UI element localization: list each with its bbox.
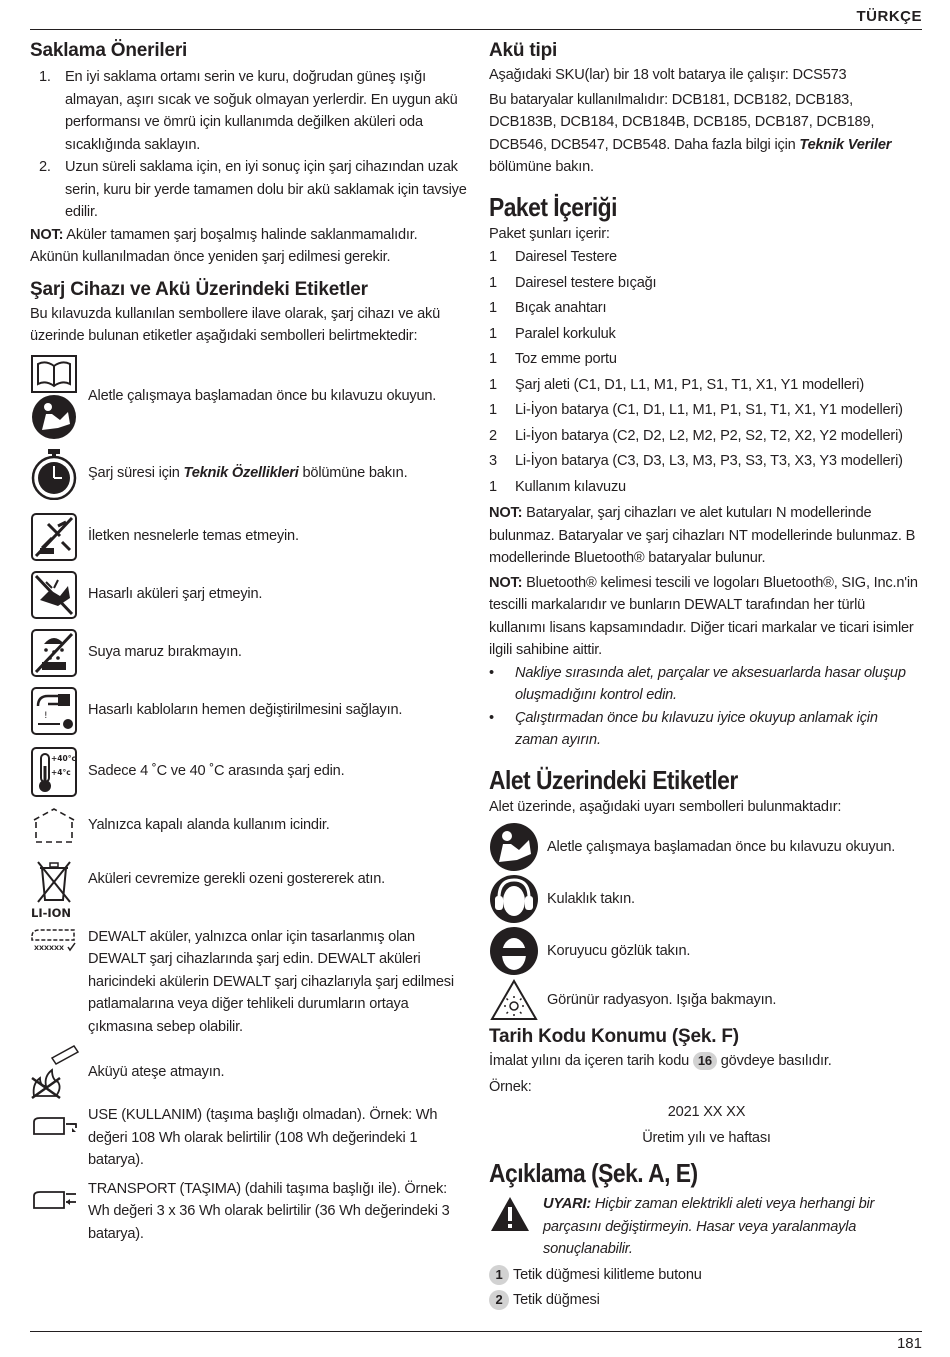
package-item (489, 449, 924, 475)
date-code-text: İmalat yılını da içeren tarih kodu 16 gövdeye basılıdır. (489, 1053, 832, 1069)
part-item: 1 Tetik düğmesi kilitleme butonu (489, 1264, 924, 1287)
package-note-2: NOT: Bluetooth® kelimesi tescili ve logoları Bluetooth®, SIG, Inc.n'in tescilli markalarıdır ve bunların DEWALT tarafından her türlü kullanımı lisans kapsamındadır. Diğer ticari markalar ve ticari isimler ilgili sahibine aittir. (489, 574, 918, 658)
package-item-qty: 3 (489, 453, 497, 469)
tool-label-eye: Koruyucu gözlük takın. (489, 926, 924, 976)
storage-list (30, 66, 468, 224)
top-divider (30, 29, 922, 30)
package-item-qty: 1 (489, 402, 497, 418)
label-no-damaged: Hasarlı aküleri şarj etmeyin. (30, 570, 468, 620)
package-item-text: Li-İyon batarya (C1, D1, L1, M1, P1, S1, T1, X1, Y1 modelleri) (515, 402, 903, 418)
package-item-text: Kullanım kılavuzu (515, 478, 626, 495)
date-code-example: 2021 XX XX (667, 1104, 746, 1120)
package-list (489, 245, 924, 500)
svg-text:+4°c: +4°c (51, 767, 71, 777)
package-item (489, 322, 924, 348)
battery-type-title: Akü tipi (489, 40, 558, 61)
package-item-qty: 1 (489, 376, 497, 393)
package-item (489, 373, 924, 399)
storage-note: NOT: Aküler tamamen şarj boşalmış halinde saklanmamalıdır. Akünün kullanılmadan önce yeniden şarj edilmesi gerekir. (30, 226, 418, 265)
crossed-bin-icon (30, 856, 88, 922)
label-charge-time: Şarj süresi için Teknik Özellikleri bölümüne bakın. (30, 448, 468, 500)
no-damaged-battery-icon (30, 570, 88, 620)
package-item-text: Bıçak anahtarı (515, 300, 607, 316)
no-fire-icon (30, 1044, 88, 1100)
package-intro: Paket şunları içerir: (489, 225, 610, 242)
label-no-water: Suya maruz bırakmayın. (30, 628, 468, 678)
package-item-text: Li-İyon batarya (C3, D3, L3, M3, P3, S3, T3, X3, Y3 modelleri) (515, 453, 903, 469)
tool-label-read-manual: Aletle çalışmaya başlamadan önce bu kılavuzu okuyun. (489, 822, 924, 872)
damaged-cord-icon (30, 686, 88, 736)
package-item-qty: 1 (489, 351, 497, 367)
eye-protection-icon (489, 926, 547, 976)
svg-text:!: ! (44, 710, 48, 721)
package-item (489, 296, 924, 322)
svg-text:XXXXXX: XXXXXX (34, 943, 65, 952)
read-manual-icon (489, 822, 547, 872)
date-code-title: Tarih Kodu Konumu (Şek. F) (489, 1026, 739, 1047)
package-item-text: Dairesel Testere (515, 249, 617, 265)
label-dewalt-only: XXXXXX DEWALT aküler, yalnızca onlar için tasarlanmış olan DEWALT şarj cihazlarında şarj edin. DEWALT aküleri haricindeki akülerin DEWALT şarj cihazlarıyla şarj edilmesi patlamalarına veya diğer tehlikeli durumların ortaya çıkmasına sebep olabilir. (30, 926, 468, 1039)
package-item-qty: 1 (489, 478, 497, 495)
thermometer-icon (30, 746, 88, 798)
battery-use-icon (30, 1104, 88, 1138)
package-item-text: Toz emme portu (515, 351, 617, 367)
part-item: 2 Tetik düğmesi (489, 1289, 924, 1312)
svg-text:LI-ION: LI-ION (31, 905, 72, 920)
package-item-qty: 2 (489, 427, 497, 444)
label-no-conductive: İletken nesnelerle temas etmeyin. (30, 512, 468, 562)
warning-block: UYARI: Hiçbir zaman elektrikli aleti veya herhangi bir parçasını değiştirmeyin. Hasar veya yaralanmayla sonuçlanabilir. (489, 1193, 924, 1261)
charger-labels-title: Şarj Cihazı ve Akü Üzerindeki Etiketler (30, 278, 368, 300)
storage-item: 1. En iyi saklama ortamı serin ve kuru, doğrudan güneş ışığı almayan, aşırı sıcak ve soğuk olmayan yerlerdir. En uygun akü performansı ve ömrü için kullanımda değilken aküleri oda sıcaklığında saklayın. (39, 69, 458, 153)
page-number: 181 (896, 1335, 922, 1352)
bottom-divider (30, 1331, 922, 1332)
package-item-qty: 1 (489, 300, 497, 316)
bullet-item: • Nakliye sırasında alet, parçalar ve aksesuarlarda hasar oluşup oluşmadığını kontrol edin. (489, 664, 906, 703)
svg-text:+40°c: +40°c (51, 753, 76, 763)
callout-badge: 16 (693, 1052, 717, 1070)
package-item (489, 245, 924, 271)
callout-badge: 1 (489, 1265, 509, 1285)
no-conductive-icon (30, 512, 88, 562)
battery-models: Bu bataryalar kullanılmalıdır: DCB181, DCB182, DCB183, DCB183B, DCB184, DCB184B, DCB185, DCB187, DCB189, DCB546, DCB547, DCB548. Daha fazla bilgi için Teknik Veriler bölümüne bakın. (489, 91, 892, 175)
label-dispose: LI-ION Aküleri cevremize gerekli ozeni gostererek atın. (30, 856, 468, 922)
tool-labels-intro: Alet üzerinde, aşağıdaki uyarı sembolleri bulunmaktadır: (489, 798, 842, 815)
package-item-qty: 1 (489, 325, 497, 342)
ear-protection-icon (489, 874, 547, 924)
package-item-qty: 1 (489, 249, 497, 265)
bullet-item: • Çalıştırmadan önce bu kılavuzu iyice okuyup anlamak için zaman ayırın. (489, 709, 878, 748)
tool-label-ear: Kulaklık takın. (489, 874, 924, 924)
label-temperature: +40°c +4°c Sadece 4 ˚C ve 40 ˚C arasında şarj edin. (30, 746, 468, 798)
package-item-text: Şarj aleti (C1, D1, L1, M1, P1, S1, T1, X1, Y1 modelleri) (515, 376, 865, 393)
package-item (489, 398, 924, 424)
tool-label-radiation: Görünür radyasyon. Işığa bakmayın. (489, 978, 924, 1022)
package-item-text: Dairesel testere bıçağı (515, 274, 657, 291)
battery-sku: Aşağıdaki SKU(lar) bir 18 volt batarya ile çalışır: DCS573 (489, 67, 847, 83)
tool-labels-title: Alet Üzerindeki Etiketler (489, 764, 738, 795)
right-column (489, 38, 924, 1312)
label-read-manual: Aletle çalışmaya başlamadan önce bu kılavuzu okuyun. (30, 354, 468, 440)
package-item-text: Paralel korkuluk (515, 325, 616, 342)
date-code-example-label: Örnek: (489, 1078, 532, 1095)
label-no-fire: Aküyü ateşe atmayın. (30, 1044, 468, 1100)
package-item (489, 475, 924, 501)
language-header: TÜRKÇE (856, 8, 922, 25)
radiation-warning-icon (489, 978, 547, 1022)
callout-badge: 2 (489, 1290, 509, 1310)
package-item (489, 347, 924, 373)
package-item (489, 424, 924, 450)
description-title: Açıklama (Şek. A, E) (489, 1158, 698, 1188)
package-note-1: NOT: Bataryalar, şarj cihazları ve alet kutuları N modellerinde bulunmaz. Bataryalar ve şarj cihazları NT modellerinde bulunmaz. B modellerinde Bluetooth® bataryalar bulunur. (489, 505, 916, 566)
warning-triangle-icon (489, 1193, 543, 1241)
charger-labels-intro: Bu kılavuzda kullanılan sembollere ilave olarak, şarj cihazı ve akü üzerinde bulunan etiketler aşağıdaki sembolleri belirtmektedir: (30, 305, 441, 344)
package-item-text: Li-İyon batarya (C2, D2, L2, M2, P2, S2, T2, X2, Y2 modelleri) (515, 427, 903, 444)
read-manual-icon (30, 354, 88, 440)
battery-transport-icon (30, 1178, 88, 1212)
stopwatch-icon (30, 448, 88, 500)
label-indoor: Yalnızca kapalı alanda kullanım icindir. (30, 806, 468, 846)
label-use: USE (KULLANIM) (taşıma başlığı olmadan). Örnek: Wh değeri 108 Wh olarak belirtilir (108 Wh değerindeki 1 batarya). (30, 1104, 468, 1172)
left-column (30, 38, 468, 1245)
label-transport: TRANSPORT (TAŞIMA) (dahili taşıma başlığı ile). Örnek: Wh değeri 3 x 36 Wh olarak belirtilir (36 Wh değerindeki 3 batarya). (30, 1178, 468, 1246)
label-replace-cords: ! Hasarlı kabloların hemen değiştirilmesini sağlayın. (30, 686, 468, 736)
no-water-icon (30, 628, 88, 678)
storage-title: Saklama Önerileri (30, 40, 188, 61)
package-title: Paket İçeriği (489, 191, 617, 222)
package-item-qty: 1 (489, 274, 497, 291)
date-code-desc: Üretim yılı ve haftası (642, 1129, 771, 1146)
indoor-house-icon (30, 806, 88, 846)
package-item (489, 271, 924, 297)
battery-pack-icon (30, 926, 88, 956)
storage-item: 2. Uzun süreli saklama için, en iyi sonuç için şarj cihazından uzak serin, kuru bir yerde tamamen dolu bir akü saklamak için tavsiye edilir. (39, 159, 467, 220)
